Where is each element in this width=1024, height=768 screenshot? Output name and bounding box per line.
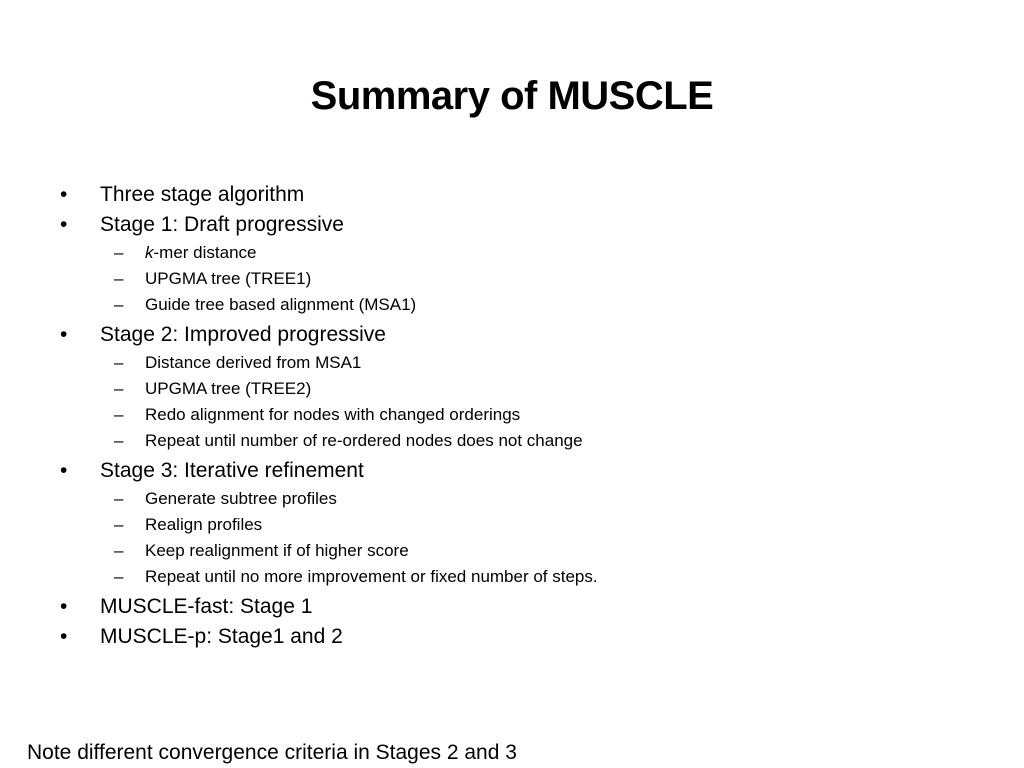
sub-bullet-item: – Repeat until number of re-ordered nodes does not change [58, 428, 978, 454]
italic-k: k [145, 243, 154, 262]
bullet-item: • Stage 3: Iterative refinement [58, 456, 978, 486]
sub-bullet-item: – Realign profiles [58, 512, 978, 538]
footer-note: Note different convergence criteria in Stages 2 and 3 [27, 741, 517, 764]
sub-bullet-item: – Generate subtree profiles [58, 486, 978, 512]
bullet-list [58, 180, 978, 652]
sub-bullet-item: – Redo alignment for nodes with changed orderings [58, 402, 978, 428]
sub-bullet-item: – UPGMA tree (TREE1) [58, 266, 978, 292]
sub-bullet-item [58, 240, 978, 266]
sub-bullet-item: – UPGMA tree (TREE2) [58, 376, 978, 402]
sub-bullet-text: -mer distance [153, 243, 257, 262]
sub-list [58, 240, 978, 318]
sub-list-container [58, 486, 978, 590]
bullet-item: • MUSCLE-p: Stage1 and 2 [58, 622, 978, 652]
bullet-item: • MUSCLE-fast: Stage 1 [58, 592, 978, 622]
bullet-item: • Three stage algorithm [58, 180, 978, 210]
slide-title: Summary of MUSCLE [310, 74, 714, 118]
sub-bullet-item: – Repeat until no more improvement or fixed number of steps. [58, 564, 978, 590]
bullet-item: • Stage 2: Improved progressive [58, 320, 978, 350]
sub-list-container [58, 350, 978, 454]
sub-bullet-item: – Guide tree based alignment (MSA1) [58, 292, 978, 318]
bullet-item: • Stage 1: Draft progressive [58, 210, 978, 240]
sub-bullet-item: – Keep realignment if of higher score [58, 538, 978, 564]
sub-list-container [58, 240, 978, 318]
sub-list [58, 486, 978, 590]
sub-list [58, 350, 978, 454]
sub-bullet-item: – Distance derived from MSA1 [58, 350, 978, 376]
